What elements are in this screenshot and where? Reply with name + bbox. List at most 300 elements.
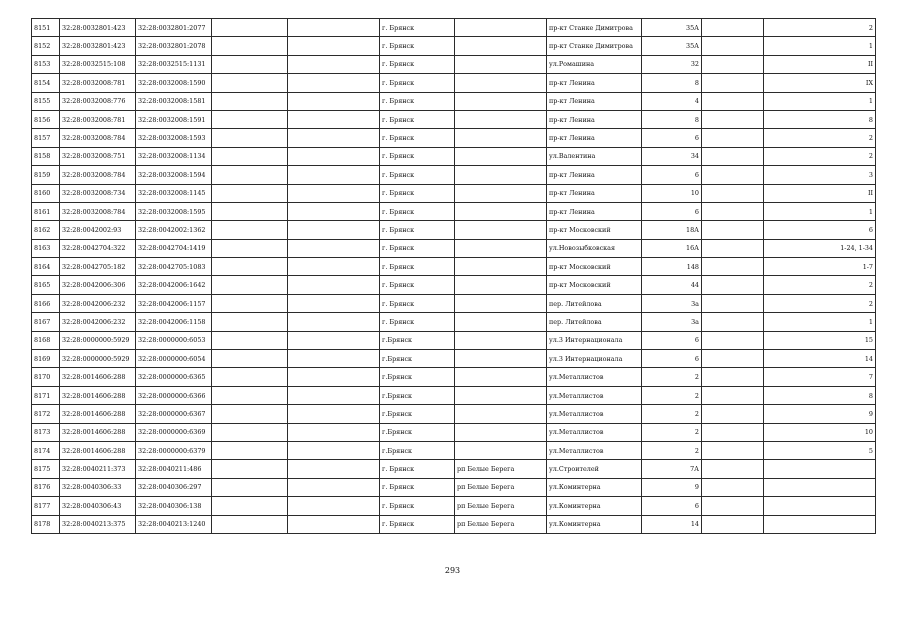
empty-cell — [702, 202, 764, 220]
empty-cell — [288, 19, 380, 37]
table-row — [32, 460, 876, 478]
street-cell: пр-кт Ленина — [547, 92, 642, 110]
empty-cell — [702, 92, 764, 110]
table-row — [32, 258, 876, 276]
cadastral-number-cell: 32:28:0040213:1240 — [136, 515, 212, 533]
settlement-cell — [455, 313, 547, 331]
table-row — [32, 239, 876, 257]
empty-cell — [288, 74, 380, 92]
cadastral-number-cell: 32:28:0000000:6369 — [136, 423, 212, 441]
empty-cell — [288, 423, 380, 441]
house-cell: 3а — [642, 294, 702, 312]
table-row — [32, 184, 876, 202]
empty-cell — [702, 55, 764, 73]
city-cell: г. Брянск — [380, 258, 455, 276]
empty-cell — [212, 478, 288, 496]
row-number-cell: 8164 — [32, 258, 60, 276]
table-row — [32, 405, 876, 423]
empty-cell — [288, 350, 380, 368]
empty-cell — [288, 405, 380, 423]
street-cell: пр-кт Ленина — [547, 166, 642, 184]
settlement-cell — [455, 239, 547, 257]
flat-cell: 9 — [764, 405, 876, 423]
house-cell: 6 — [642, 331, 702, 349]
flat-cell: 3 — [764, 166, 876, 184]
empty-cell — [702, 460, 764, 478]
settlement-cell — [455, 276, 547, 294]
house-cell: 14 — [642, 515, 702, 533]
table-row — [32, 55, 876, 73]
city-cell: г. Брянск — [380, 147, 455, 165]
street-cell: пр-кт Станке Димитрова — [547, 19, 642, 37]
cadastral-number-cell: 32:28:0040211:486 — [136, 460, 212, 478]
empty-cell — [288, 166, 380, 184]
settlement-cell — [455, 368, 547, 386]
flat-cell: 2 — [764, 147, 876, 165]
street-cell: ул.Валентина — [547, 147, 642, 165]
cadastral-number-cell: 32:28:0000000:6366 — [136, 386, 212, 404]
street-cell: ул.Металлистов — [547, 386, 642, 404]
empty-cell — [212, 497, 288, 515]
empty-cell — [288, 313, 380, 331]
row-number-cell: 8151 — [32, 19, 60, 37]
street-cell: пр-кт Московский — [547, 221, 642, 239]
row-number-cell: 8156 — [32, 110, 60, 128]
empty-cell — [702, 110, 764, 128]
street-cell: пер. Литейлова — [547, 294, 642, 312]
empty-cell — [702, 294, 764, 312]
empty-cell — [288, 331, 380, 349]
flat-cell: 15 — [764, 331, 876, 349]
street-cell: пр-кт Ленина — [547, 202, 642, 220]
flat-cell: 1-24, 1-34 — [764, 239, 876, 257]
empty-cell — [288, 110, 380, 128]
empty-cell — [288, 258, 380, 276]
row-number-cell: 8173 — [32, 423, 60, 441]
table-row — [32, 368, 876, 386]
row-number-cell: 8168 — [32, 331, 60, 349]
flat-cell — [764, 515, 876, 533]
cadastral-number-cell: 32:28:0032515:1131 — [136, 55, 212, 73]
settlement-cell — [455, 423, 547, 441]
empty-cell — [212, 423, 288, 441]
city-cell: г. Брянск — [380, 478, 455, 496]
city-cell: г. Брянск — [380, 202, 455, 220]
cadastral-quarter-cell: 32:28:0040213:375 — [60, 515, 136, 533]
settlement-cell: рп Белые Берега — [455, 515, 547, 533]
house-cell: 18А — [642, 221, 702, 239]
city-cell: г. Брянск — [380, 239, 455, 257]
register-body — [32, 19, 876, 534]
cadastral-quarter-cell: 32:28:0032008:784 — [60, 202, 136, 220]
flat-cell: 1 — [764, 202, 876, 220]
empty-cell — [212, 19, 288, 37]
house-cell: 8 — [642, 74, 702, 92]
flat-cell: 2 — [764, 19, 876, 37]
flat-cell: 1 — [764, 37, 876, 55]
cadastral-number-cell: 32:28:0032008:1595 — [136, 202, 212, 220]
street-cell: ул.Металлистов — [547, 405, 642, 423]
empty-cell — [702, 350, 764, 368]
cadastral-quarter-cell: 32:28:0032008:781 — [60, 110, 136, 128]
cadastral-quarter-cell: 32:28:0014606:288 — [60, 423, 136, 441]
cadastral-number-cell: 32:28:0040306:138 — [136, 497, 212, 515]
street-cell: пер. Литейлова — [547, 313, 642, 331]
cadastral-quarter-cell: 32:28:0040306:33 — [60, 478, 136, 496]
table-row — [32, 74, 876, 92]
table-row — [32, 92, 876, 110]
empty-cell — [702, 221, 764, 239]
empty-cell — [702, 423, 764, 441]
cadastral-quarter-cell: 32:28:0032515:108 — [60, 55, 136, 73]
cadastral-number-cell: 32:28:0042006:1157 — [136, 294, 212, 312]
house-cell: 32 — [642, 55, 702, 73]
city-cell: г. Брянск — [380, 166, 455, 184]
empty-cell — [702, 313, 764, 331]
empty-cell — [702, 515, 764, 533]
settlement-cell: рп Белые Берега — [455, 497, 547, 515]
page-number: 293 — [444, 566, 461, 575]
city-cell: г.Брянск — [380, 386, 455, 404]
cadastral-quarter-cell: 32:28:0040211:373 — [60, 460, 136, 478]
cadastral-quarter-cell: 32:28:0032801:423 — [60, 37, 136, 55]
house-cell: 148 — [642, 258, 702, 276]
cadastral-quarter-cell: 32:28:0014606:288 — [60, 441, 136, 459]
settlement-cell — [455, 202, 547, 220]
table-row — [32, 515, 876, 533]
empty-cell — [702, 478, 764, 496]
row-number-cell: 8175 — [32, 460, 60, 478]
empty-cell — [702, 166, 764, 184]
register-sheet — [31, 18, 875, 534]
city-cell: г. Брянск — [380, 55, 455, 73]
cadastral-quarter-cell: 32:28:0042704:322 — [60, 239, 136, 257]
empty-cell — [702, 331, 764, 349]
empty-cell — [288, 441, 380, 459]
house-cell: 10 — [642, 184, 702, 202]
city-cell: г. Брянск — [380, 497, 455, 515]
cadastral-quarter-cell: 32:28:0032008:781 — [60, 74, 136, 92]
street-cell: ул.Металлистов — [547, 441, 642, 459]
city-cell: г. Брянск — [380, 184, 455, 202]
street-cell: ул.Ромашина — [547, 55, 642, 73]
empty-cell — [702, 276, 764, 294]
city-cell: г. Брянск — [380, 460, 455, 478]
settlement-cell — [455, 92, 547, 110]
empty-cell — [212, 276, 288, 294]
table-row — [32, 37, 876, 55]
city-cell: г.Брянск — [380, 405, 455, 423]
settlement-cell — [455, 147, 547, 165]
street-cell: ул.3 Интернационала — [547, 350, 642, 368]
cadastral-number-cell: 32:28:0000000:6367 — [136, 405, 212, 423]
cadastral-quarter-cell: 32:28:0042006:306 — [60, 276, 136, 294]
cadastral-number-cell: 32:28:0042704:1419 — [136, 239, 212, 257]
city-cell: г. Брянск — [380, 515, 455, 533]
settlement-cell — [455, 166, 547, 184]
settlement-cell — [455, 331, 547, 349]
empty-cell — [702, 74, 764, 92]
cadastral-number-cell: 32:28:0032008:1145 — [136, 184, 212, 202]
house-cell: 8 — [642, 110, 702, 128]
settlement-cell — [455, 405, 547, 423]
empty-cell — [702, 258, 764, 276]
empty-cell — [212, 350, 288, 368]
settlement-cell — [455, 294, 547, 312]
flat-cell — [764, 460, 876, 478]
house-cell: 2 — [642, 386, 702, 404]
street-cell: ул.3 Интернационала — [547, 331, 642, 349]
house-cell: 6 — [642, 166, 702, 184]
cadastral-number-cell: 32:28:0042705:1083 — [136, 258, 212, 276]
empty-cell — [288, 184, 380, 202]
settlement-cell — [455, 129, 547, 147]
empty-cell — [212, 92, 288, 110]
settlement-cell — [455, 184, 547, 202]
empty-cell — [702, 441, 764, 459]
cadastral-number-cell: 32:28:0042006:1642 — [136, 276, 212, 294]
table-row — [32, 386, 876, 404]
flat-cell: 8 — [764, 386, 876, 404]
street-cell: пр-кт Московский — [547, 258, 642, 276]
row-number-cell: 8160 — [32, 184, 60, 202]
cadastral-quarter-cell: 32:28:0014606:288 — [60, 368, 136, 386]
empty-cell — [288, 92, 380, 110]
cadastral-quarter-cell: 32:28:0040306:43 — [60, 497, 136, 515]
row-number-cell: 8158 — [32, 147, 60, 165]
flat-cell: 2 — [764, 294, 876, 312]
street-cell: ул.Коминтерна — [547, 497, 642, 515]
empty-cell — [212, 221, 288, 239]
register-table — [31, 18, 876, 534]
flat-cell: 2 — [764, 276, 876, 294]
cadastral-quarter-cell: 32:28:0032008:784 — [60, 129, 136, 147]
row-number-cell: 8174 — [32, 441, 60, 459]
street-cell: пр-кт Ленина — [547, 110, 642, 128]
city-cell: г.Брянск — [380, 423, 455, 441]
settlement-cell — [455, 19, 547, 37]
cadastral-quarter-cell: 32:28:0032008:751 — [60, 147, 136, 165]
settlement-cell: рп Белые Берега — [455, 478, 547, 496]
empty-cell — [212, 368, 288, 386]
row-number-cell: 8176 — [32, 478, 60, 496]
table-row — [32, 350, 876, 368]
cadastral-quarter-cell: 32:28:0014606:288 — [60, 386, 136, 404]
cadastral-number-cell: 32:28:0032008:1581 — [136, 92, 212, 110]
flat-cell: 5 — [764, 441, 876, 459]
flat-cell — [764, 478, 876, 496]
empty-cell — [288, 202, 380, 220]
empty-cell — [702, 386, 764, 404]
settlement-cell — [455, 350, 547, 368]
street-cell: ул.Металлистов — [547, 423, 642, 441]
empty-cell — [212, 147, 288, 165]
row-number-cell: 8167 — [32, 313, 60, 331]
empty-cell — [212, 386, 288, 404]
flat-cell: 2 — [764, 129, 876, 147]
table-row — [32, 294, 876, 312]
cadastral-quarter-cell: 32:28:0042006:232 — [60, 313, 136, 331]
house-cell: 35А — [642, 19, 702, 37]
cadastral-number-cell: 32:28:0032008:1593 — [136, 129, 212, 147]
empty-cell — [702, 19, 764, 37]
table-row — [32, 166, 876, 184]
table-row — [32, 147, 876, 165]
row-number-cell: 8157 — [32, 129, 60, 147]
city-cell: г.Брянск — [380, 350, 455, 368]
row-number-cell: 8163 — [32, 239, 60, 257]
table-row — [32, 221, 876, 239]
city-cell: г.Брянск — [380, 441, 455, 459]
cadastral-number-cell: 32:28:0000000:6054 — [136, 350, 212, 368]
flat-cell: 6 — [764, 221, 876, 239]
cadastral-number-cell: 32:28:0032008:1134 — [136, 147, 212, 165]
street-cell: пр-кт Ленина — [547, 74, 642, 92]
city-cell: г. Брянск — [380, 92, 455, 110]
empty-cell — [212, 55, 288, 73]
city-cell: г. Брянск — [380, 19, 455, 37]
empty-cell — [288, 276, 380, 294]
flat-cell: 1 — [764, 313, 876, 331]
house-cell: 9 — [642, 478, 702, 496]
empty-cell — [702, 129, 764, 147]
street-cell: ул.Новозыбковская — [547, 239, 642, 257]
settlement-cell — [455, 221, 547, 239]
empty-cell — [702, 147, 764, 165]
cadastral-quarter-cell: 32:28:0042705:182 — [60, 258, 136, 276]
empty-cell — [212, 202, 288, 220]
cadastral-number-cell: 32:28:0000000:6365 — [136, 368, 212, 386]
row-number-cell: 8161 — [32, 202, 60, 220]
city-cell: г. Брянск — [380, 294, 455, 312]
house-cell: 6 — [642, 202, 702, 220]
settlement-cell — [455, 110, 547, 128]
city-cell: г. Брянск — [380, 276, 455, 294]
flat-cell: II — [764, 55, 876, 73]
row-number-cell: 8166 — [32, 294, 60, 312]
row-number-cell: 8152 — [32, 37, 60, 55]
cadastral-quarter-cell: 32:28:0014606:288 — [60, 405, 136, 423]
table-row — [32, 313, 876, 331]
empty-cell — [212, 129, 288, 147]
cadastral-quarter-cell: 32:28:0042006:232 — [60, 294, 136, 312]
cadastral-number-cell: 32:28:0042002:1362 — [136, 221, 212, 239]
house-cell: 6 — [642, 497, 702, 515]
table-row — [32, 276, 876, 294]
empty-cell — [288, 37, 380, 55]
cadastral-quarter-cell: 32:28:0032008:776 — [60, 92, 136, 110]
settlement-cell — [455, 37, 547, 55]
row-number-cell: 8154 — [32, 74, 60, 92]
house-cell: 16А — [642, 239, 702, 257]
empty-cell — [288, 497, 380, 515]
row-number-cell: 8159 — [32, 166, 60, 184]
row-number-cell: 8178 — [32, 515, 60, 533]
empty-cell — [212, 460, 288, 478]
empty-cell — [212, 184, 288, 202]
cadastral-number-cell: 32:28:0032008:1594 — [136, 166, 212, 184]
empty-cell — [288, 294, 380, 312]
city-cell: г. Брянск — [380, 313, 455, 331]
empty-cell — [288, 478, 380, 496]
house-cell: 3а — [642, 313, 702, 331]
cadastral-number-cell: 32:28:0042006:1158 — [136, 313, 212, 331]
street-cell: пр-кт Московский — [547, 276, 642, 294]
cadastral-number-cell: 32:28:0032008:1590 — [136, 74, 212, 92]
house-cell: 6 — [642, 350, 702, 368]
cadastral-quarter-cell: 32:28:0042002:93 — [60, 221, 136, 239]
empty-cell — [702, 497, 764, 515]
street-cell: ул.Строителей — [547, 460, 642, 478]
empty-cell — [702, 37, 764, 55]
cadastral-number-cell: 32:28:0040306:297 — [136, 478, 212, 496]
empty-cell — [288, 147, 380, 165]
house-cell: 2 — [642, 423, 702, 441]
empty-cell — [288, 515, 380, 533]
empty-cell — [212, 239, 288, 257]
settlement-cell — [455, 258, 547, 276]
settlement-cell: рп Белые Берега — [455, 460, 547, 478]
empty-cell — [212, 331, 288, 349]
house-cell: 7А — [642, 460, 702, 478]
row-number-cell: 8162 — [32, 221, 60, 239]
flat-cell: 14 — [764, 350, 876, 368]
cadastral-number-cell: 32:28:0000000:6379 — [136, 441, 212, 459]
row-number-cell: 8153 — [32, 55, 60, 73]
empty-cell — [212, 441, 288, 459]
empty-cell — [288, 368, 380, 386]
table-row — [32, 129, 876, 147]
row-number-cell: 8155 — [32, 92, 60, 110]
table-row — [32, 423, 876, 441]
cadastral-quarter-cell: 32:28:0032008:784 — [60, 166, 136, 184]
settlement-cell — [455, 386, 547, 404]
empty-cell — [702, 239, 764, 257]
city-cell: г.Брянск — [380, 368, 455, 386]
table-row — [32, 441, 876, 459]
flat-cell: 8 — [764, 110, 876, 128]
table-row — [32, 110, 876, 128]
empty-cell — [288, 239, 380, 257]
empty-cell — [288, 460, 380, 478]
row-number-cell: 8171 — [32, 386, 60, 404]
empty-cell — [212, 110, 288, 128]
row-number-cell: 8169 — [32, 350, 60, 368]
house-cell: 44 — [642, 276, 702, 294]
city-cell: г. Брянск — [380, 37, 455, 55]
cadastral-number-cell: 32:28:0000000:6053 — [136, 331, 212, 349]
street-cell: пр-кт Ленина — [547, 184, 642, 202]
empty-cell — [212, 37, 288, 55]
house-cell: 34 — [642, 147, 702, 165]
house-cell: 2 — [642, 368, 702, 386]
flat-cell: 1 — [764, 92, 876, 110]
cadastral-quarter-cell: 32:28:0000000:5929 — [60, 331, 136, 349]
street-cell: пр-кт Станке Димитрова — [547, 37, 642, 55]
house-cell: 2 — [642, 405, 702, 423]
row-number-cell: 8165 — [32, 276, 60, 294]
table-row — [32, 331, 876, 349]
cadastral-quarter-cell: 32:28:0032801:423 — [60, 19, 136, 37]
row-number-cell: 8172 — [32, 405, 60, 423]
empty-cell — [702, 368, 764, 386]
flat-cell — [764, 497, 876, 515]
settlement-cell — [455, 441, 547, 459]
city-cell: г. Брянск — [380, 221, 455, 239]
street-cell: пр-кт Ленина — [547, 129, 642, 147]
cadastral-number-cell: 32:28:0032801:2077 — [136, 19, 212, 37]
cadastral-quarter-cell: 32:28:0032008:734 — [60, 184, 136, 202]
